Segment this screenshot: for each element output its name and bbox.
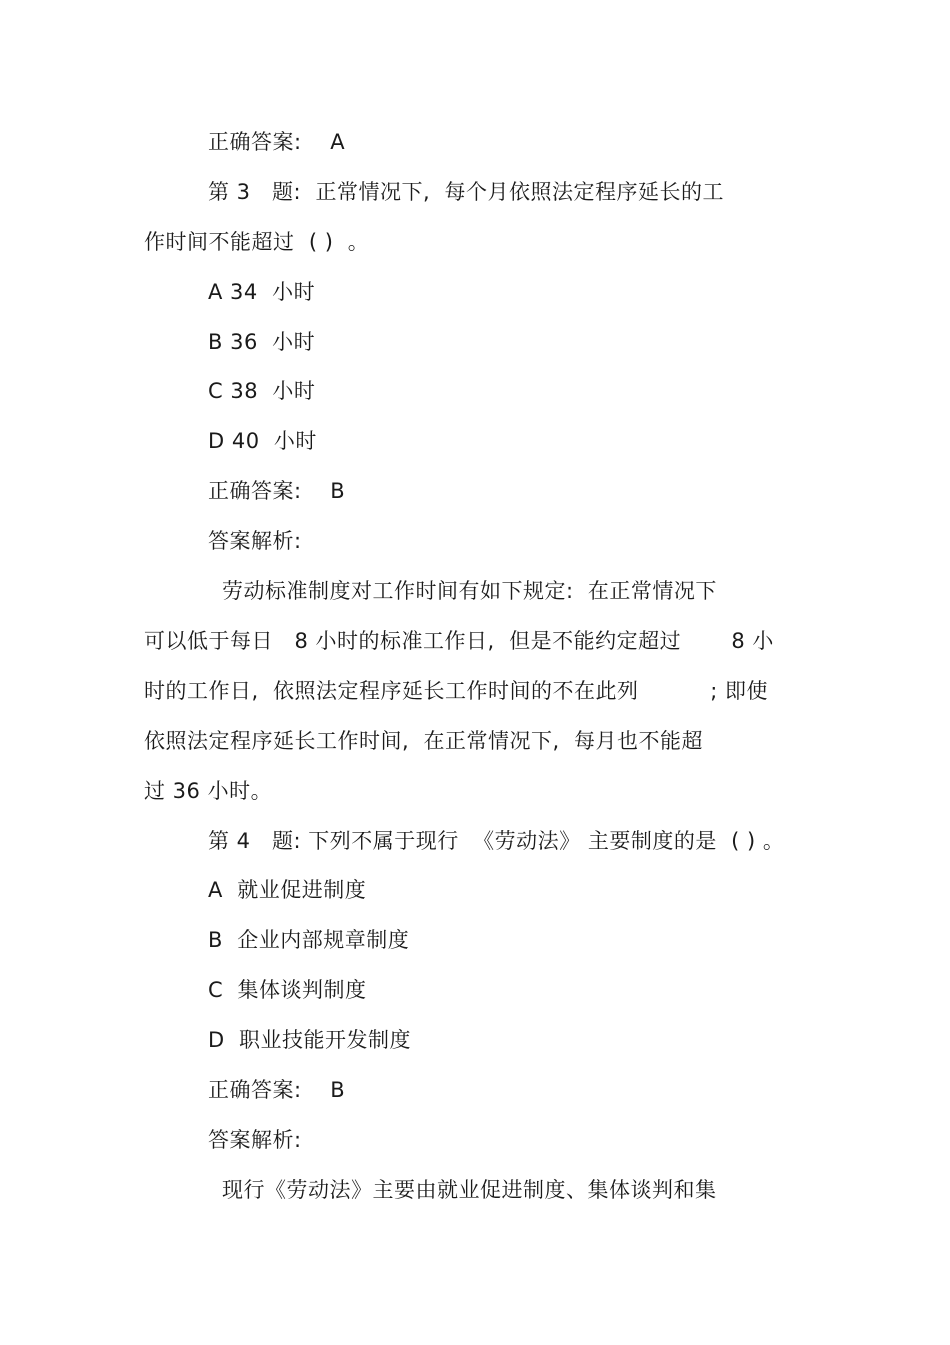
question-4-title: 第 4 题: 下列不属于现行 《劳动法》 主要制度的是 ( ) 。 — [208, 829, 785, 853]
q3-option-c: C 38 小时 — [208, 379, 316, 403]
question-3-title: 第 3 题: 正常情况下, 每个月依照法定程序延长的工 — [208, 180, 725, 204]
q3-correct-answer: 正确答案: B — [208, 479, 346, 503]
answer-line-q2: 正确答案: A — [208, 130, 346, 154]
q4-option-c: C 集体谈判制度 — [208, 978, 367, 1002]
q3-option-b: B 36 小时 — [208, 330, 316, 354]
q3-explanation-label: 答案解析: — [208, 529, 302, 553]
q4-explanation-line-1: 现行《劳动法》主要由就业促进制度、集体谈判和集 — [222, 1178, 717, 1202]
q3-explanation-line-1: 劳动标准制度对工作时间有如下规定: 在正常情况下 — [222, 579, 717, 603]
q3-explanation-line-3: 时的工作日, 依照法定程序延长工作时间的不在此列 ; 即使 — [144, 679, 769, 703]
q4-option-b: B 企业内部规章制度 — [208, 928, 410, 952]
q3-option-d: D 40 小时 — [208, 429, 317, 453]
q4-option-d: D 职业技能开发制度 — [208, 1028, 412, 1052]
q4-option-a: A 就业促进制度 — [208, 878, 367, 902]
question-3-title-cont: 作时间不能超过 ( ) 。 — [144, 230, 370, 254]
q3-explanation-line-5: 过 36 小时。 — [144, 779, 273, 803]
q3-explanation-line-4: 依照法定程序延长工作时间, 在正常情况下, 每月也不能超 — [144, 729, 704, 753]
q3-explanation-line-2: 可以低于每日 8 小时的标准工作日, 但是不能约定超过 8 小 — [144, 629, 774, 653]
q4-explanation-label: 答案解析: — [208, 1128, 302, 1152]
q3-option-a: A 34 小时 — [208, 280, 316, 304]
q4-correct-answer: 正确答案: B — [208, 1078, 346, 1102]
